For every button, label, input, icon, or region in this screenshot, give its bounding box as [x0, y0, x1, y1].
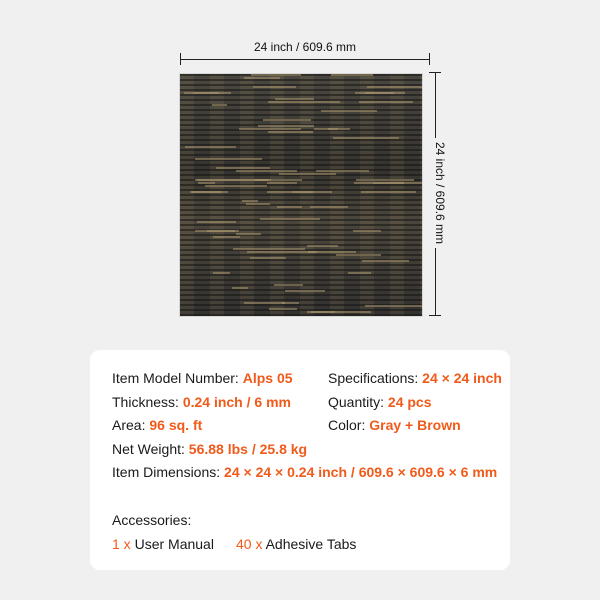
thickness-value: 0.24 inch / 6 mm: [182, 394, 291, 410]
carpet-texture-streak: [185, 146, 236, 148]
carpet-texture-streak: [258, 125, 314, 127]
carpet-texture-streak: [263, 119, 311, 121]
carpet-texture-streak: [362, 260, 409, 262]
carpet-texture-streak: [233, 248, 305, 250]
specifications-label: Specifications:: [328, 370, 423, 386]
net-weight-label: Net Weight:: [112, 441, 189, 457]
carpet-texture-streak: [311, 311, 335, 313]
carpet-texture-streak: [348, 272, 371, 274]
carpet-texture-streak: [195, 158, 262, 160]
net-weight-row: [112, 441, 307, 457]
carpet-texture-streak: [251, 74, 301, 76]
net-weight-value: 56.88 lbs / 25.8 kg: [188, 441, 308, 457]
accessory-count: 1 x: [112, 536, 131, 552]
carpet-texture-streak: [279, 173, 336, 175]
accessory-name: Adhesive Tabs: [262, 536, 357, 552]
carpet-texture-streak: [307, 245, 338, 247]
carpet-texture-streak: [336, 254, 381, 256]
carpet-texture-streak: [365, 305, 422, 307]
carpet-texture-streak: [277, 206, 302, 208]
accessory-item: [236, 536, 356, 552]
carpet-texture-streak: [239, 128, 301, 130]
carpet-texture-streak: [242, 200, 258, 202]
carpet-texture-streak: [244, 77, 280, 79]
carpet-texture-streak: [365, 92, 394, 94]
carpet-texture-streak: [205, 185, 267, 187]
carpet-texture-streak: [333, 137, 399, 139]
carpet-texture-streak: [236, 170, 297, 172]
carpet-texture-streak: [213, 272, 230, 274]
carpet-texture-streak: [207, 230, 235, 232]
area-row: [112, 417, 202, 433]
carpet-texture-streak: [367, 86, 422, 88]
carpet-texture-streak: [268, 131, 313, 133]
carpet-texture-streak: [192, 191, 228, 193]
width-dimension-text: 24 inch / 609.6 mm: [250, 40, 360, 54]
accessory-count: 40 x: [236, 536, 263, 552]
carpet-texture-streak: [232, 287, 248, 289]
carpet-texture-streak: [310, 206, 348, 208]
quantity-value: 24 pcs: [387, 394, 432, 410]
carpet-texture-streak: [250, 257, 286, 259]
height-dimension-text: 24 inch / 609.6 mm: [433, 138, 447, 248]
model-number-label: Item Model Number:: [112, 370, 243, 386]
carpet-texture-streak: [356, 179, 414, 181]
carpet-texture-streak: [195, 179, 268, 181]
area-value: 96 sq. ft: [149, 417, 203, 433]
specifications-row: [328, 370, 502, 386]
carpet-texture-streak: [236, 233, 261, 235]
color-value: Gray + Brown: [369, 417, 461, 433]
accessory-name: User Manual: [130, 536, 214, 552]
carpet-texture-streak: [282, 302, 299, 304]
accessories-heading: [112, 512, 191, 528]
carpet-texture-streak: [316, 170, 369, 172]
thickness-label: Thickness:: [112, 394, 183, 410]
carpet-tile-image: [180, 74, 422, 316]
thickness-row: [112, 394, 291, 410]
carpet-texture-streak: [285, 290, 325, 292]
carpet-texture-streak: [247, 251, 317, 253]
carpet-texture-streak: [328, 128, 350, 130]
accessory-item: [112, 536, 214, 552]
spec-card: [90, 350, 510, 570]
carpet-texture-streak: [373, 182, 422, 184]
carpet-texture-streak: [353, 230, 381, 232]
carpet-texture-streak: [253, 86, 296, 88]
width-dimension-line: [180, 52, 430, 66]
carpet-texture-streak: [212, 104, 227, 106]
carpet-texture-streak: [260, 218, 320, 220]
item-dimensions-row: [112, 464, 497, 480]
carpet-texture-streak: [216, 167, 270, 169]
accessories-heading-text: Accessories:: [112, 512, 192, 528]
carpet-texture-streak: [197, 221, 236, 223]
carpet-texture-streak: [267, 191, 332, 193]
carpet-texture-streak: [193, 92, 219, 94]
specifications-value: 24 × 24 inch: [422, 370, 502, 386]
carpet-texture-streak: [359, 101, 413, 103]
color-label: Color:: [328, 417, 370, 433]
quantity-row: [328, 394, 432, 410]
color-row: [328, 417, 461, 433]
carpet-texture-streak: [321, 110, 377, 112]
model-number-value: Alps 05: [242, 370, 293, 386]
quantity-label: Quantity:: [328, 394, 388, 410]
carpet-texture-streak: [198, 182, 215, 184]
area-label: Area:: [112, 417, 150, 433]
height-dimension-label: [433, 113, 447, 273]
carpet-texture-streak: [274, 284, 303, 286]
carpet-texture-streak: [275, 98, 314, 100]
carpet-texture-streak: [246, 203, 270, 205]
model-number-row: [112, 370, 293, 386]
carpet-texture-streak: [269, 308, 297, 310]
carpet-texture-streak: [213, 236, 240, 238]
carpet-texture-streak: [331, 74, 373, 76]
carpet-texture-streak: [268, 101, 340, 103]
carpet-texture-streak: [267, 182, 297, 184]
carpet-texture-streak: [244, 302, 285, 304]
item-dimensions-label: Item Dimensions:: [112, 464, 225, 480]
item-dimensions-value: 24 × 24 × 0.24 inch / 609.6 × 609.6 × 6 mm: [224, 464, 498, 480]
carpet-texture-streak: [361, 191, 416, 193]
